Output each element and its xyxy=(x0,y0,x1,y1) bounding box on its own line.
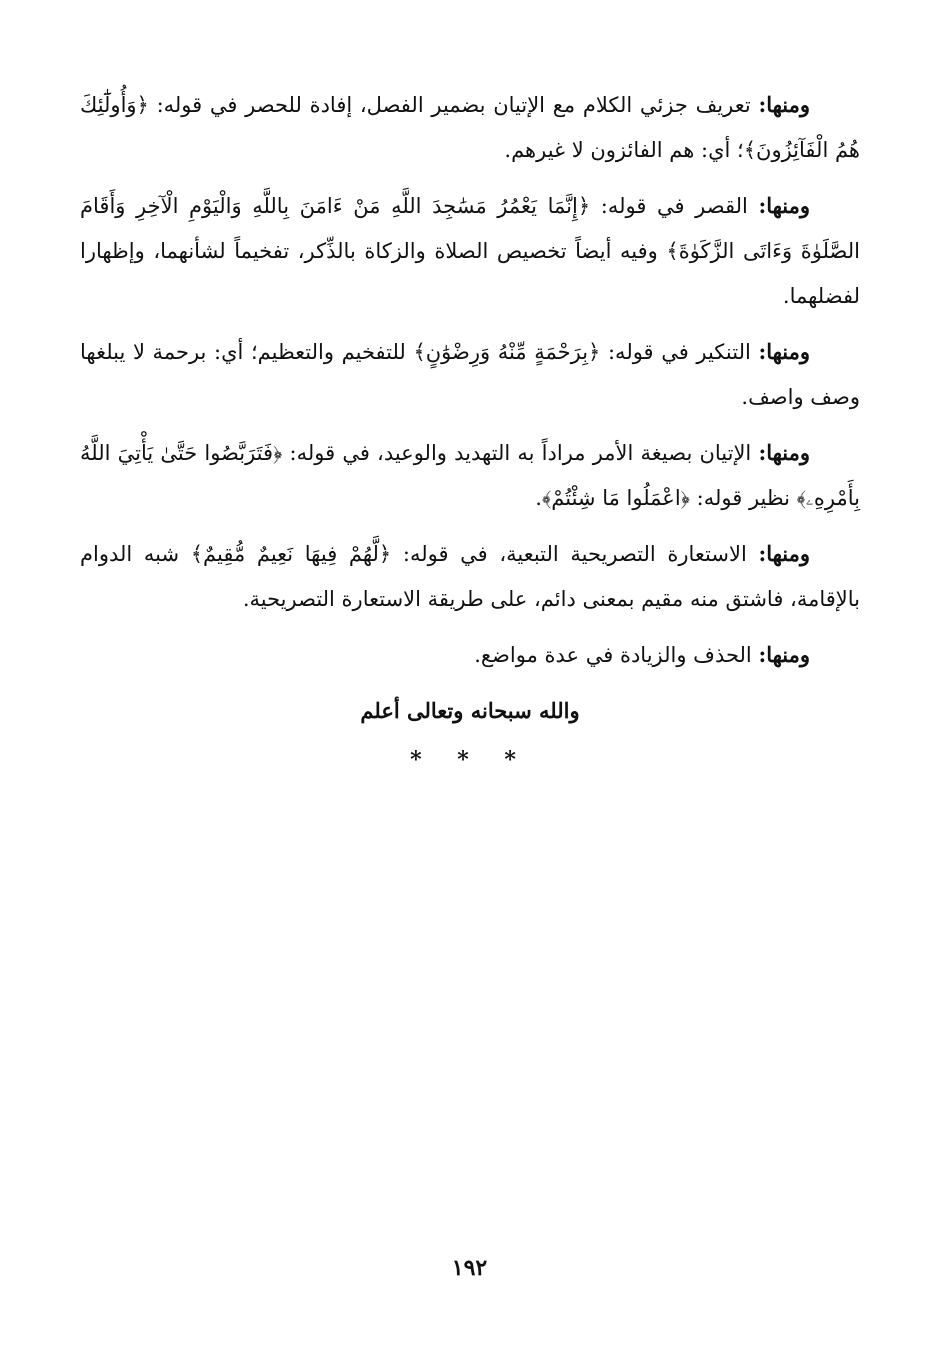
paragraph-text: شبه الدوام بالإقامة، فاشتق منه مقيم بمعنى دائم، على طريقة الاستعارة التصريحية. xyxy=(80,542,860,611)
paragraph-lead: ومنها: xyxy=(758,193,810,218)
quran-quote-2: ﴿اعْمَلُوا مَا شِئْتُمْ﴾ xyxy=(541,486,690,510)
section-separator: * * * xyxy=(410,747,530,773)
paragraph-3 xyxy=(80,329,860,420)
paragraph-4 xyxy=(80,430,860,521)
paragraph-text: الإتيان بصيغة الأمر مراداً به التهديد والوعيد، في قوله: xyxy=(282,441,759,465)
paragraph-text: التنكير في قوله: xyxy=(600,340,759,364)
paragraph-text: الحذف والزيادة في عدة مواضع. xyxy=(474,643,759,667)
paragraph-lead: ومنها: xyxy=(758,541,810,566)
quran-quote: ﴿بِرَحْمَةٍ مِّنْهُ وَرِضْوَٰنٍ﴾ xyxy=(413,340,601,364)
paragraph-2 xyxy=(80,183,860,319)
quran-quote: ﴿إِنَّمَا يَعْمُرُ مَسَٰجِدَ اللَّهِ مَنْ ءَامَنَ بِاللَّهِ وَالْيَوْمِ الْآخِرِ وَأَقَامَ الصَّلَوٰةَ وَءَاتَى الزَّكَوٰةَ﴾ xyxy=(80,194,860,263)
quran-quote: ﴿وَأُولَٰٓئِكَ هُمُ الْفَآئِزُونَ﴾ xyxy=(80,93,860,162)
paragraph-text: . xyxy=(535,486,542,510)
paragraph-text: ؛ أي: هم الفائزون لا غيرهم. xyxy=(504,138,744,162)
paragraph-1 xyxy=(80,82,860,173)
page-body xyxy=(80,82,860,773)
paragraph-lead: ومنها: xyxy=(758,642,810,667)
paragraph-text: القصر في قوله: xyxy=(590,194,759,218)
paragraph-lead: ومنها: xyxy=(758,92,810,117)
page-number: ١٩٢ xyxy=(451,1255,488,1281)
paragraph-5 xyxy=(80,531,860,622)
paragraph-lead: ومنها: xyxy=(758,339,810,364)
paragraph-text: للتفخيم والتعظيم؛ أي: برحمة لا يبلغها وصف واصف. xyxy=(80,340,860,409)
paragraph-6 xyxy=(80,632,860,678)
quran-quote: ﴿فَتَرَبَّصُوا حَتَّىٰ يَأْتِيَ اللَّهُ بِأَمْرِهِۦ﴾ xyxy=(80,441,860,510)
paragraph-text: وفيه أيضاً تخصيص الصلاة والزكاة بالذِّكر، تفخيماً لشأنهما، وإظهارا لفضلهما. xyxy=(80,239,860,308)
paragraph-text: الاستعارة التصريحية التبعية، في قوله: xyxy=(391,542,759,566)
paragraph-text: نظير قوله: xyxy=(689,486,797,510)
quran-quote: ﴿لَّهُمْ فِيهَا نَعِيمٌ مُّقِيمٌ﴾ xyxy=(190,542,392,566)
closing-line: والله سبحانه وتعالى أعلم xyxy=(360,698,580,723)
paragraph-lead: ومنها: xyxy=(758,440,810,465)
paragraph-text: تعريف جزئي الكلام مع الإتيان بضمير الفصل، إفادة للحصر في قوله: xyxy=(148,93,759,117)
